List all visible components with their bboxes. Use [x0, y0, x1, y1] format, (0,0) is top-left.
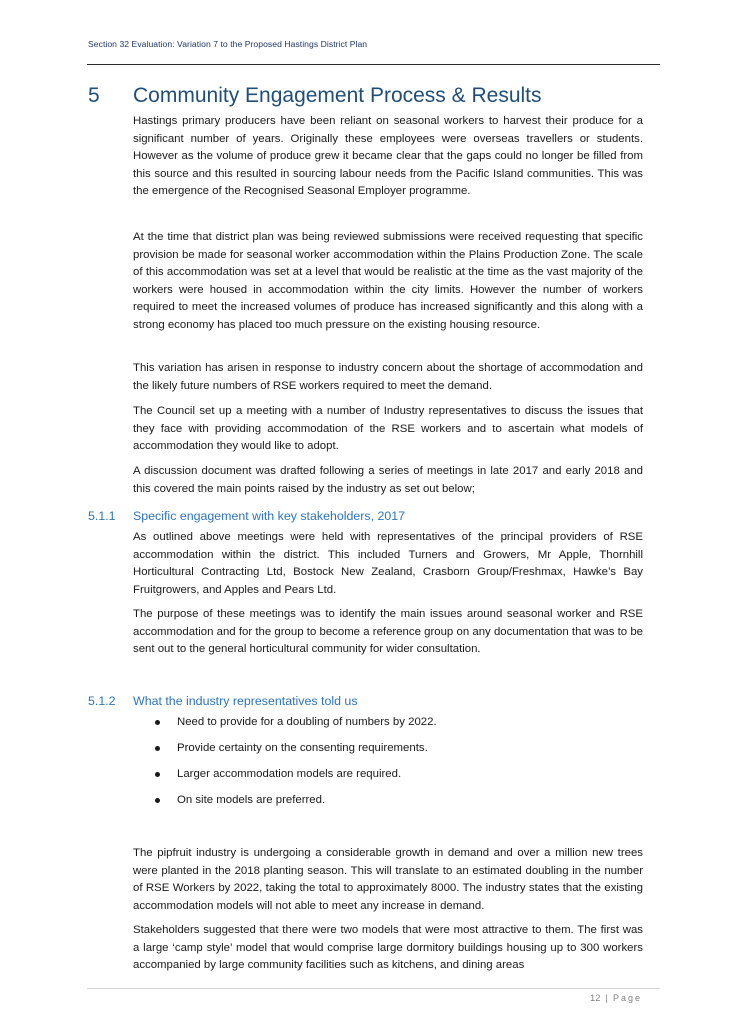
bullet-icon [155, 746, 160, 751]
subsection-2-paragraph-1: The pipfruit industry is undergoing a considerable growth in demand and over a million new trees were planted in the 2018 planting season. This will translate to an estimated doubling in the number of RSE Workers by 2022, taking the total to approximately 8000. The industry states that the existing accommodation models will not able to meet any increase in demand. [133, 847, 643, 912]
subsection-2-paragraph-2: Stakeholders suggested that there were two models that were most attractive to them. The first was a large ‘camp style’ model that would comprise large dormitory buildings housing up to 300 workers accompanied by large community facilities such as kitchens, and dining areas [133, 924, 643, 971]
section-paragraph-1: Hastings primary producers have been reliant on seasonal workers to harvest their produce for a significant number of years. Originally these employees were overseas travellers or students. However as the volume of produce grew it became clear that the gaps could no longer be filled from this source and this resulted in sourcing labour needs from the Pacific Island communities. This was the emergence of the Recognised Seasonal Employer programme. [133, 115, 643, 197]
bullet-text: Provide certainty on the consenting requirements. [177, 742, 428, 754]
list-item [155, 714, 635, 740]
subsection-number-5-1-1: 5.1.1 [88, 509, 116, 523]
bullet-icon [155, 720, 160, 725]
running-header: Section 32 Evaluation: Variation 7 to the Proposed Hastings District Plan [88, 39, 368, 49]
header-rule [87, 64, 660, 65]
list-item [155, 740, 635, 766]
footer-separator: | [605, 993, 609, 1003]
section-paragraph-5: A discussion document was drafted following a series of meetings in late 2017 and early 2018 and this covered the main points raised by the industry as set out below; [133, 465, 643, 495]
section-title: Community Engagement Process & Results [133, 84, 542, 107]
list-item [155, 792, 635, 818]
section-number: 5 [88, 84, 100, 107]
section-paragraph-2: At the time that district plan was being reviewed submissions were received requesting that specific provision be made for seasonal worker accommodation within the Plains Production Zone. The scale of this accommodation was set at a level that would be realistic at the time as the vast majority of the workers were housed in accommodation within the city limits. However the number of workers required to meet the increased volumes of produce has increased significantly and this along with a strong economy has placed too much pressure on the existing housing resource. [133, 231, 643, 331]
bullet-text: Larger accommodation models are required. [177, 768, 402, 780]
footer-rule [87, 988, 660, 989]
subsection-title-5-1-1: Specific engagement with key stakeholders, 2017 [133, 509, 406, 523]
bullet-icon [155, 798, 160, 803]
page-label: Page [612, 993, 642, 1003]
page-footer [560, 993, 642, 1003]
section-paragraph-3: This variation has arisen in response to industry concern about the shortage of accommodation and the likely future numbers of RSE workers required to meet the demand. [133, 362, 643, 392]
bullet-text: Need to provide for a doubling of numbers by 2022. [177, 716, 437, 728]
list-item [155, 766, 635, 792]
subsection-title-5-1-2: What the industry representatives told us [133, 694, 358, 708]
page-number: 12 [590, 993, 601, 1003]
subsection-1-paragraph-1: As outlined above meetings were held with representatives of the principal providers of RSE accommodation within the district. This included Turners and Growers, Mr Apple, Thornhill Horticultural Contracting Ltd, Bostock New Zealand, Crasborn Group/Freshmax, Hawke’s Bay Fruitgrowers, and Apples and Pears Ltd. [133, 531, 643, 596]
section-paragraph-4: The Council set up a meeting with a number of Industry representatives to discuss the issues that they face with providing accommodation of the RSE workers and to ascertain what models of accommodation they would like to adopt. [133, 405, 643, 452]
subsection-1-paragraph-2: The purpose of these meetings was to identify the main issues around seasonal worker and RSE accommodation and for the group to become a reference group on any documentation that was to be sent out to the general horticultural community for wider consultation. [133, 608, 643, 655]
bullet-icon [155, 772, 160, 777]
bullet-list [155, 714, 635, 818]
subsection-number-5-1-2: 5.1.2 [88, 694, 116, 708]
bullet-text: On site models are preferred. [177, 794, 326, 806]
